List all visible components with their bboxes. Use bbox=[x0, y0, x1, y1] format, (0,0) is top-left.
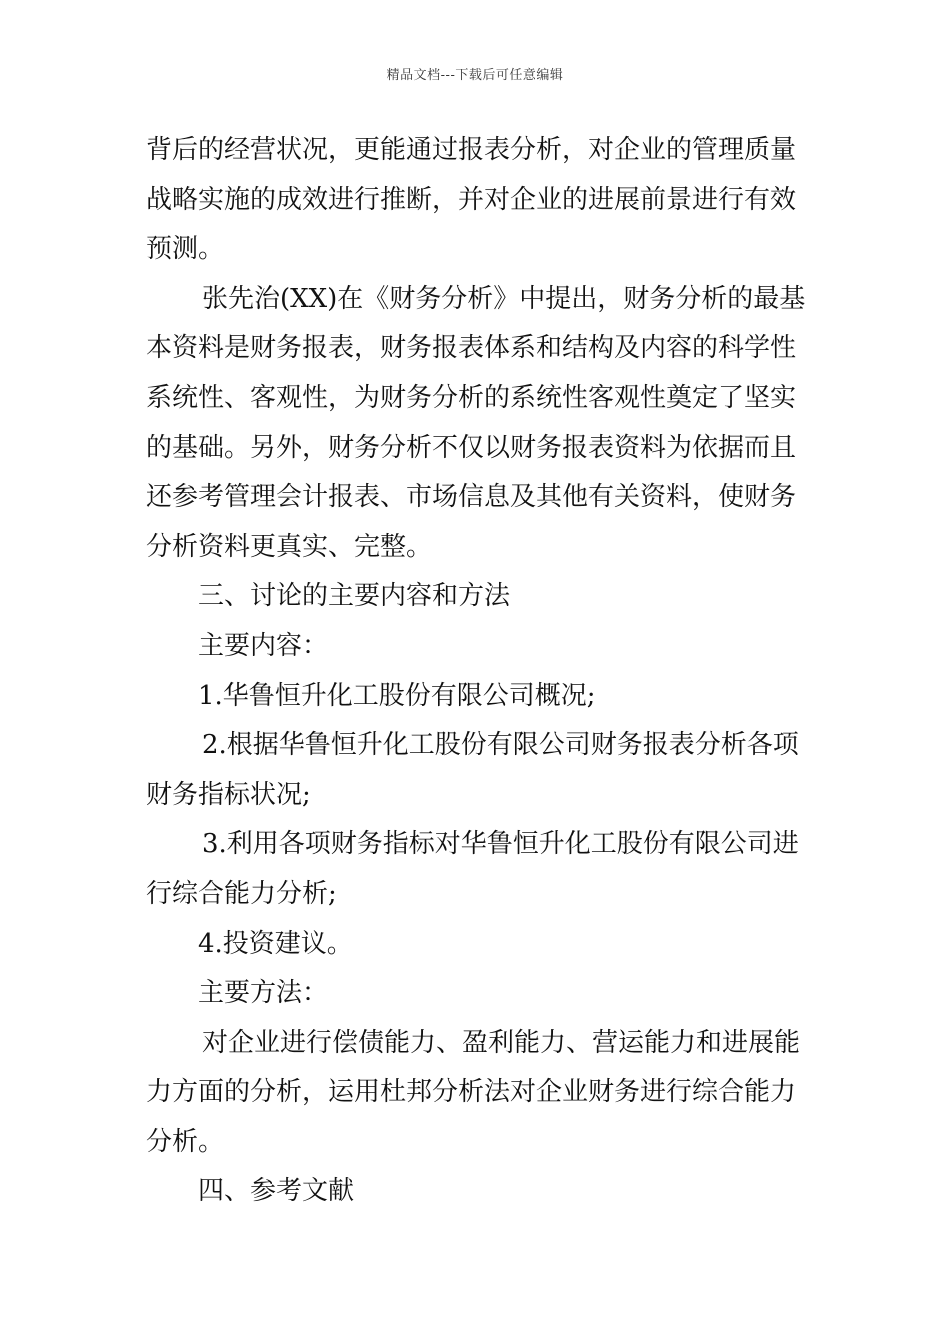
list-item: 2.根据华鲁恒升化工股份有限公司财务报表分析各项 bbox=[202, 730, 799, 761]
section-heading: 四、参考文献 bbox=[198, 1176, 355, 1207]
page-header: 精品文档---下载后可任意编辑 bbox=[386, 68, 564, 83]
text-line: 财务指标状况; bbox=[146, 779, 311, 810]
section-heading: 三、讨论的主要内容和方法 bbox=[198, 581, 511, 612]
text-line: 战略实施的成效进行推断，并对企业的进展前景进行有效 bbox=[146, 184, 797, 215]
paragraph-start: 张先治(XX)在《财务分析》中提出，财务分析的最基 bbox=[202, 283, 806, 314]
text-line: 分析资料更真实、完整。 bbox=[146, 531, 433, 562]
text-line: 背后的经营状况，更能通过报表分析，对企业的管理质量 bbox=[146, 135, 797, 165]
list-item: 3.利用各项财务指标对华鲁恒升化工股份有限公司进 bbox=[202, 829, 799, 860]
text-line: 分析。 bbox=[146, 1126, 225, 1157]
subheading: 主要内容： bbox=[198, 630, 329, 661]
text-line: 系统性、客观性，为财务分析的系统性客观性奠定了坚实 bbox=[146, 382, 797, 413]
list-item: 1.华鲁恒升化工股份有限公司概况; bbox=[198, 680, 596, 711]
text-line: 力方面的分析，运用杜邦分析法对企业财务进行综合能力 bbox=[146, 1077, 797, 1108]
text-line: 本资料是财务报表，财务报表体系和结构及内容的科学性 bbox=[146, 333, 797, 364]
text-line: 行综合能力分析; bbox=[146, 878, 337, 909]
text-line: 的基础。另外，财务分析不仅以财务报表资料为依据而且 bbox=[146, 432, 797, 463]
list-item: 4.投资建议。 bbox=[198, 928, 353, 959]
text-line: 还参考管理会计报表、市场信息及其他有关资料，使财务 bbox=[146, 482, 797, 513]
subheading: 主要方法： bbox=[198, 978, 329, 1009]
document-body bbox=[146, 126, 810, 1217]
paragraph-start: 对企业进行偿债能力、盈利能力、营运能力和进展能 bbox=[202, 1027, 801, 1058]
text-line: 预测。 bbox=[146, 234, 225, 265]
